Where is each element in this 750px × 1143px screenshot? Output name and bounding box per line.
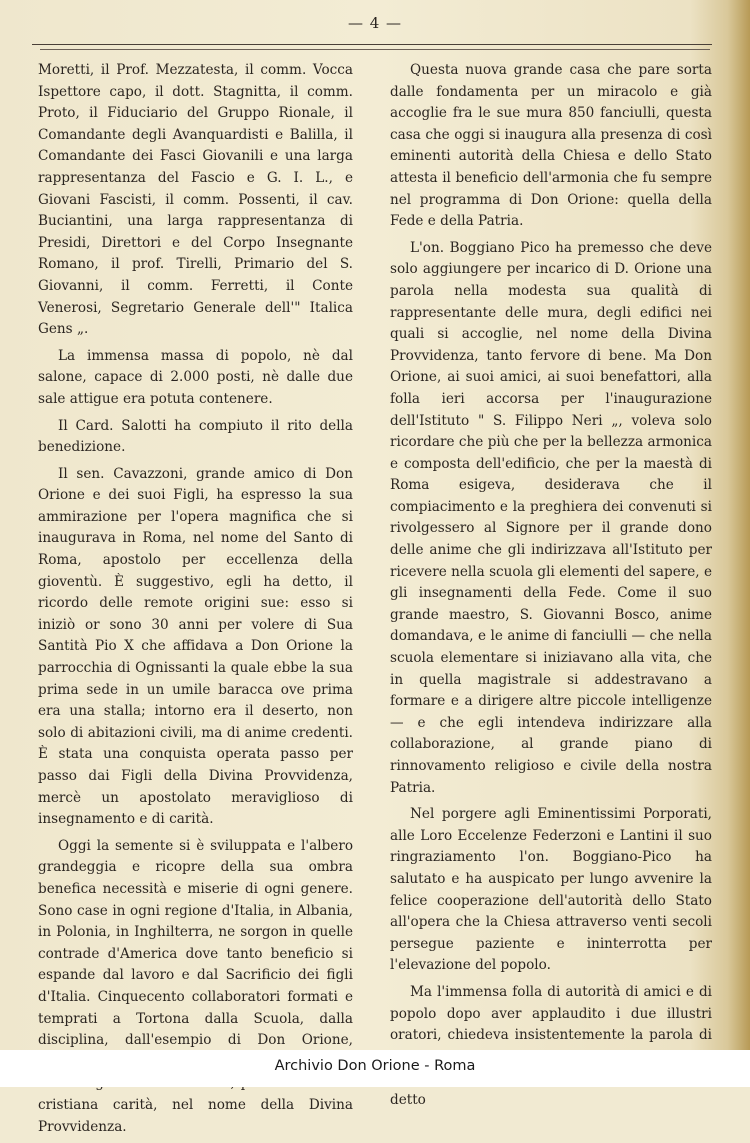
header-rule	[32, 44, 712, 45]
right-paragraph-3: Nel porgere agli Eminentissimi Porporati, alle Loro Eccelenze Federzoni e Lantini il suo ringraziamento l'on. Boggiano-Pico ha salutato e ha auspicato per lungo avvenire la felice cooperazione dell'autorità dello Stato all'opera che la Chiesa attraverso venti secoli persegue paziente e ininterrotta per l'elevazione del popolo.	[390, 806, 712, 974]
left-paragraph-5: Oggi la semente si è sviluppata e l'albero grandeggia e ricopre della sua ombra benefica necessità e miserie di ogni genere. Sono case in ogni regione d'Italia, in Albania, in Polonia, in Inghilterra, ne sorgon in quelle contrade d'America dove tanto beneficio si espande dal lavoro e dal Sacrificio dei figli d'Italia. Cinquecento collaboratori formati e temprati a Tortona dalla Scuola, dalla disciplina, dall'esempio di Don Orione, cristiana carità, nel nome della Divina Provvidenza.	[38, 837, 353, 1135]
left-paragraph-3: Il Card. Salotti ha compiuto il rito della benedizione.	[38, 417, 353, 456]
left-paragraph-2: La immensa massa di popolo, nè dal salone, capace di 2.000 posti, nè dalle due sale attigue era potuta contenere.	[38, 347, 353, 407]
header-rule-thin	[40, 49, 710, 50]
right-paragraph-4: Ma l'immensa folla di autorità di amici e di popolo dopo aver applaudito i due illustri oratori, chiedeva insistentemente la parola di detto	[390, 983, 712, 1108]
right-paragraph-2: L'on. Boggiano Pico ha premesso che deve solo aggiungere per incarico di D. Orione una parola nella modesta sua qualità di rappresentante delle mura, degli edifici nei quali si accoglie, nel nome della Divina Provvidenza, tanto fervore di bene. Ma Don Orione, ai suoi amici, ai suoi benefattori, alla folla ieri accorsa per l'inaugurazione dell'Istituto " S. Filippo Neri „, voleva solo ricordare che più che per la bellezza armonica e composta dell'edificio, che per la maestà di Roma esigeva, desiderava che il compiacimento e la preghiera dei convenuti si rivolgessero al Signore per il grande dono delle anime che gli indirizzava all'Istituto per ricevere nella scuola gli elementi del sapere, e gli insegnamenti della Fede. Come il suo grande maestro, S. Giovanni Bosco, anime domandava, e le anime di fanciulli — che nella scuola elementare si iniziavano alla vita, che in quella magistrale si addestravano a formare e a dirigere altre piccole intelligenze — e che egli intendeva indirizzare alla collaborazione, al grande piano di rinnovamento religioso e civile della nostra Patria.	[390, 239, 712, 796]
right-column	[390, 60, 712, 1117]
right-paragraph-1: Questa nuova grande casa che pare sorta dalle fondamenta per un miracolo e già accoglie fra le sue mura 850 fanciulli, questa casa che oggi si inaugura alla presenza di così eminenti autorità della Chiesa e dello Stato attesta il beneficio dell'armonia che fu sempre nel programma di Don Orione: quella della Fede e della Patria.	[390, 62, 712, 230]
left-paragraph-4: Il sen. Cavazzoni, grande amico di Don Orione e dei suoi Figli, ha espresso la sua ammirazione per l'opera magnifica che si inaugurava in Roma, nel nome del Santo di Roma, apostolo per eccellenza della gioventù. È suggestivo, egli ha detto, il ricordo delle remote origini sue: esso si iniziò or sono 30 anni per volere di Sua Santità Pio X che affidava a Don Orione la parrocchia di Ognissanti la quale ebbe la sua prima sede in un umile baracca ove prima era una stalla; intorno era il deserto, non solo di abitazioni civili, ma di anime credenti. È stata una conquista operata passo per passo dai Figli della Divina Provvidenza, mercè un apostolato meraviglioso di insegnamento e di carità.	[38, 465, 353, 828]
left-column	[38, 60, 353, 1143]
archive-footer: Archivio Don Orione - Roma	[274, 1058, 476, 1074]
page-number: — 4 —	[347, 14, 403, 32]
left-paragraph-1: Moretti, il Prof. Mezzatesta, il comm. Vocca Ispettore capo, il dott. Stagnitta, il comm. Proto, il Fiduciario del Gruppo Rionale, il Comandante degli Avanquardisti e Balilla, il Comandante dei Fasci Giovanili e una larga rappresentanza del Fascio e G. I. L., e Giovani Fascisti, il comm. Possenti, il cav. Buciantini, una larga rappresentanza di Presidi, Direttori e del Corpo Insegnante Romano, il prof. Tirelli, Primario del S. Giovanni, il comm. Ferretti, il Conte Venerosi, Segretario Generale dell'" Italica Gens „.	[38, 62, 353, 338]
